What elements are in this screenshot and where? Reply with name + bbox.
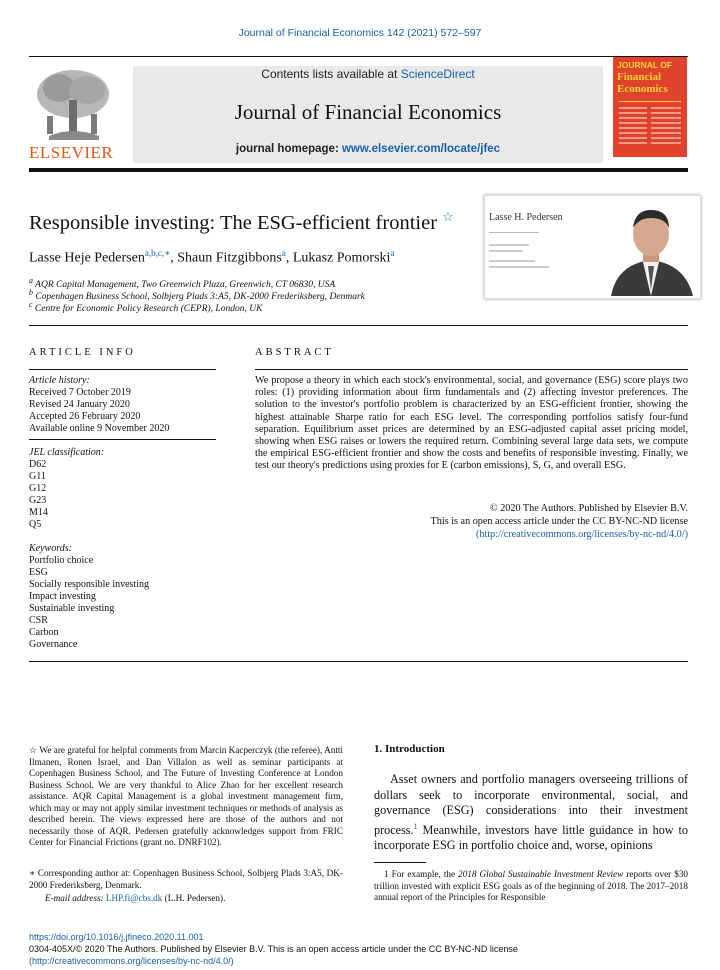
history-item: Revised 24 January 2020 <box>29 399 130 410</box>
front-matter-divider <box>29 661 688 662</box>
history-item: Accepted 26 February 2020 <box>29 411 141 422</box>
top-divider <box>29 56 688 57</box>
keyword: Governance <box>29 639 78 650</box>
doi-link[interactable]: https://doi.org/10.1016/j.jfineco.2020.11.001 <box>29 932 204 942</box>
cover-title-small: JOURNAL OF <box>617 60 673 70</box>
license-link[interactable]: (http://creativecommons.org/licenses/by-nc-nd/4.0/) <box>476 529 688 540</box>
corresponding-author-note: ∗ Corresponding author at: Copenhagen Business School, Solbjerg Plads 3:A5, DK-2000 Frederiksberg, Denmark. <box>29 868 343 890</box>
keyword: Impact investing <box>29 591 96 602</box>
issn-copyright-line: 0304-405X/© 2020 The Authors. Published by Elsevier B.V. This is an open access article under the CC BY-NC-ND license <box>29 944 518 954</box>
jel-code: M14 <box>29 507 48 518</box>
affiliation-b: $^b$ Copenhagen Business School, Solbjerg Plads 3:A5, DK-2000 Frederiksberg, Denmark <box>29 288 365 303</box>
abstract-text: We propose a theory in which each stock's environmental, social, and governance (ESG) score plays two roles: (1) providing information about firm fundamentals and (2) affecting investor preferences. The solution to the investor's portfolio problem is characterized by an ESG-efficient frontier, showing the highest attainable Sharpe ratio for each ESG level. The corresponding portfolios satisfy four-fund separation. Equilibrium asset prices are determined by an ESG-adjusted capital asset pricing model, showing when ESG raises or lowers the required return. Combining several large data sets, we compute the empirical ESG-efficient frontier and show the costs and benefits of responsible investing. Finally, we test our theory's predictions using proxies for E (carbon emissions), S, G, and overall ESG. <box>255 375 688 472</box>
author-name[interactable]: Lasse Heje Pedersen <box>29 250 145 266</box>
article-info-heading: ARTICLE INFO <box>29 347 136 358</box>
journal-cover-thumbnail[interactable] <box>613 57 687 157</box>
contents-line: Contents lists available at ScienceDirect <box>261 67 475 81</box>
acknowledgement-footnote: ☆ We are grateful for helpful comments from Marcin Kacperczyk (the referee), Antti Ilmanen, Ronen Israel, and Dan Villalon as well as seminar participants at Copenhagen Business School, and The Future of Investing Conference at London Business School. We are very thankful to Alice Zhao for her excellent research assistance. AQR Capital Management is a global investment management firm, which may or may not apply similar investment techniques or methods of analysis as described herein. The views expressed here are those of the authors and not necessarily those of AQR. Pedersen gratefully acknowledges support from FRIC Center for Financial Frictions (grant no. DNRF102). <box>29 745 343 847</box>
article-info-divider <box>29 369 216 370</box>
jel-classification: JEL classification: D62 G11 G12 G23 M14 Q5 <box>29 447 105 530</box>
homepage-line: journal homepage: www.elsevier.com/locate/jfec <box>235 143 501 155</box>
history-item: Received 7 October 2019 <box>29 387 131 398</box>
jel-code: Q5 <box>29 519 42 530</box>
history-item: Available online 9 November 2020 <box>29 423 170 434</box>
keyword: ESG <box>29 567 48 578</box>
publisher-logo-text: ELSEVIER <box>29 143 114 162</box>
header-thick-divider <box>29 168 688 172</box>
sciencedirect-link[interactable]: ScienceDirect <box>400 67 475 81</box>
author-name[interactable]: Lukasz Pomorski <box>292 250 391 266</box>
jel-code: G23 <box>29 495 47 506</box>
journal-banner <box>133 66 603 163</box>
jel-code: G11 <box>29 471 46 482</box>
title-divider <box>29 325 688 326</box>
jel-divider <box>29 439 216 440</box>
email-note: E-mail address: LHP.fi@cbs.dk (L.H. Pedersen). <box>45 893 226 903</box>
keyword: Carbon <box>29 627 59 638</box>
homepage-link[interactable]: www.elsevier.com/locate/jfec <box>341 143 501 155</box>
journal-title: Journal of Financial Economics <box>234 100 502 124</box>
footnote-divider <box>374 862 426 863</box>
affiliation-c: $^c$ Centre for Economic Policy Research (CEPR), London, UK <box>29 300 263 315</box>
email-link[interactable]: LHP.fi@cbs.dk <box>105 893 163 903</box>
elsevier-tree-logo <box>29 66 115 142</box>
author-list: Lasse Heje Pedersen$^{a,b,c,∗}$, Shaun Fitzgibbons$^a$, Lukasz Pomorski$^a$ <box>29 248 395 266</box>
jel-code: G12 <box>29 483 47 494</box>
introduction-paragraph: Asset owners and portfolio managers overseeing trillions of dollars seek to incorporate environmental, social, and governance (ESG) considerations into their investment process.$^1$ Meanwhile, investors have little guidance in how to incorporate ESG in portfolio choice and, worse, opinions <box>374 772 688 853</box>
author-card-name: Lasse H. Pedersen <box>489 212 563 223</box>
paper-title: Responsible investing: The ESG-efficient frontier ☆ <box>29 209 454 234</box>
article-history: Article history: Received 7 October 2019 Revised 24 January 2020 Accepted 26 February 2020 Available online 9 November 2020 <box>29 375 170 434</box>
author-name[interactable]: Shaun Fitzgibbons <box>177 250 282 266</box>
jel-code: D62 <box>29 459 47 470</box>
footnote-1: 1 For example, the 2018 Global Sustainable Investment Review reports over $30 trillion invested with explicit ESG goals as of the beginning of 2018. The 2017–2018 annual report of the Principles for Responsible <box>374 869 689 902</box>
keywords: Keywords: Portfolio choice ESG Socially responsible investing Impact investing Sustainable investing CSR Carbon Governance <box>29 543 149 650</box>
author-photo <box>605 202 697 296</box>
abstract-heading: ABSTRACT <box>255 347 334 358</box>
affiliation-a: $^a$ AQR Capital Management, Two Greenwich Plaza, Greenwich, CT 06830, USA <box>29 276 336 291</box>
footnote-ref-1[interactable]: 1 <box>413 821 418 831</box>
journal-reference[interactable]: Journal of Financial Economics 142 (2021) 572–597 <box>238 27 482 39</box>
abstract-divider <box>255 369 688 370</box>
author-profile-card[interactable] <box>484 195 701 299</box>
keyword: Portfolio choice <box>29 555 94 566</box>
section-heading-introduction: 1. Introduction <box>374 743 445 755</box>
cover-title-big: Financial Economics <box>617 71 668 95</box>
license-line: This is an open access article under the CC BY-NC-ND license <box>430 516 688 527</box>
title-footnote-star-icon[interactable]: ☆ <box>442 209 454 224</box>
keyword: Socially responsible investing <box>29 579 149 590</box>
keyword: Sustainable investing <box>29 603 115 614</box>
abstract-copyright: © 2020 The Authors. Published by Elsevier B.V. <box>489 503 688 514</box>
bottom-license-link[interactable]: (http://creativecommons.org/licenses/by-nc-nd/4.0/) <box>29 956 234 966</box>
keyword: CSR <box>29 615 48 626</box>
